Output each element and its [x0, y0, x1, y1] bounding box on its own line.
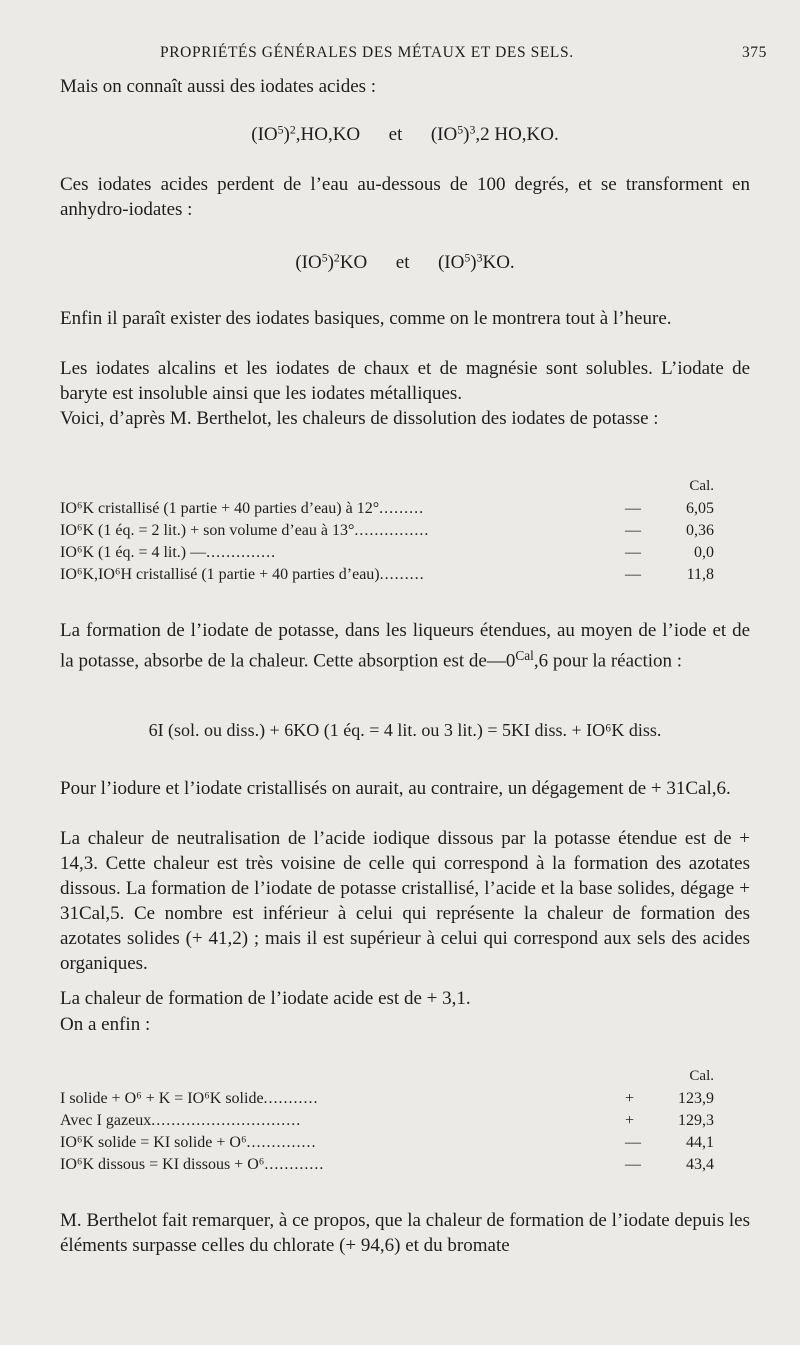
row-sign: —	[625, 1156, 641, 1173]
row-value: 6,05	[686, 500, 714, 517]
row-sign: +	[625, 1090, 635, 1107]
row-expression: IO⁶K solide = KI solide + O⁶..............	[60, 1134, 317, 1151]
table-row	[60, 1132, 714, 1153]
table1-unit: Cal.	[689, 478, 714, 494]
paragraph-acid-iodate: La chaleur de formation de l’iodate acide est de + 3,1.	[60, 988, 471, 1009]
paragraph-solubility: Les iodates alcalins et les iodates de chaux et de magnésie sont solubles. L’iodate de baryte est insoluble ainsi que les iodates métalliques.	[60, 358, 750, 404]
formula-acid-iodates: $(IO^5)^2,HO,KO$ et $(IO^5)^3,2$ HO,KO.	[251, 123, 559, 145]
paragraph-basic-iodates: Enfin il paraît exister des iodates basiques, comme on le montrera tout à l’heure.	[60, 308, 672, 329]
row-expression: IO⁶K (1 éq. = 4 lit.) —..............	[60, 544, 277, 561]
table-row	[60, 1154, 714, 1175]
row-sign: —	[625, 500, 641, 517]
table2-unit: Cal.	[689, 1068, 714, 1084]
formula-anhydro-iodates: $(IO^5)^2KO$ et $(IO^5)^3KO$.	[295, 251, 515, 273]
table-row	[60, 542, 714, 563]
row-sign: —	[625, 522, 641, 539]
row-sign: +	[625, 1112, 635, 1129]
paragraph-formation: La formation de l’iodate de potasse, dans les liqueurs étendues, au moyen de l’iode et de la potasse, absorbe de la chaleur. Cette absorption est $de—0^{Cal},6$ pour la réaction :	[60, 620, 750, 672]
row-value: 129,3	[678, 1112, 714, 1129]
row-value: 44,1	[686, 1134, 714, 1151]
table-row	[60, 564, 714, 585]
row-expression: IO⁶K,IO⁶H cristallisé (1 partie + 40 parties d’eau).........	[60, 566, 425, 583]
row-value: 11,8	[686, 566, 714, 583]
paragraph-crystallised: Pour l’iodure et l’iodate cristallisés on aurait, au contraire, un dégagement de + 31Cal,6.	[60, 778, 731, 799]
paragraph-anhydro: Ces iodates acides perdent de l’eau au-dessous de 100 degrés, et se transforment en anhydro-iodates :	[60, 174, 750, 220]
paragraph-berthelot-intro: Voici, d’après M. Berthelot, les chaleurs de dissolution des iodates de potasse :	[60, 408, 659, 429]
row-expression: IO⁶K (1 éq. = 2 lit.) + son volume d’eau à 13°...............	[60, 522, 430, 539]
row-value: 0,0	[694, 544, 714, 561]
row-value: 123,9	[678, 1090, 714, 1107]
row-expression: I solide + O⁶ + K = IO⁶K solide...........	[60, 1090, 319, 1107]
page-number: 375	[741, 44, 767, 61]
row-value: 43,4	[686, 1156, 714, 1173]
table-row	[60, 520, 714, 541]
paragraph-enfin: On a enfin :	[60, 1014, 151, 1035]
row-expression: Avec I gazeux..............................	[60, 1112, 302, 1129]
table-row	[60, 1110, 714, 1131]
reaction-equation: 6I (sol. ou diss.) + 6KO (1 éq. = 4 lit. ou 3 lit.) = 5KI diss. + IO⁶K diss.	[148, 720, 662, 740]
row-expression: IO⁶K dissous = KI dissous + O⁶............	[60, 1156, 325, 1173]
row-sign: —	[625, 1134, 641, 1151]
paragraph-neutralisation: La chaleur de neutralisation de l’acide iodique dissous par la potasse étendue est de + 14,3. Cette chaleur est très voisine de celle qui correspond à la formation des azotates dissous. La formation de l’iodate de potasse cristallisé, l’acide et la base solides, dégage + 31Cal,5. Ce nombre est inférieur à celui qui représente la chaleur de formation des azotates solides (+ 41,2) ; mais il est supérieur à celui qui correspond aux sels des acides organiques.	[60, 828, 750, 974]
intro-line: Mais on connaît aussi des iodates acides :	[60, 76, 377, 97]
row-sign: —	[625, 566, 641, 583]
running-title: PROPRIÉTÉS GÉNÉRALES DES MÉTAUX ET DES SELS.	[160, 44, 574, 61]
row-value: 0,36	[686, 522, 714, 539]
table-row	[60, 498, 714, 519]
row-sign: —	[625, 544, 641, 561]
paragraph-berthelot-remark: M. Berthelot fait remarquer, à ce propos, que la chaleur de formation de l’iodate depuis les éléments surpasse celles du chlorate (+ 94,6) et du bromate	[60, 1210, 750, 1256]
table-row	[60, 1088, 714, 1109]
row-expression: IO⁶K cristallisé (1 partie + 40 parties d’eau) à 12°.........	[60, 500, 425, 517]
